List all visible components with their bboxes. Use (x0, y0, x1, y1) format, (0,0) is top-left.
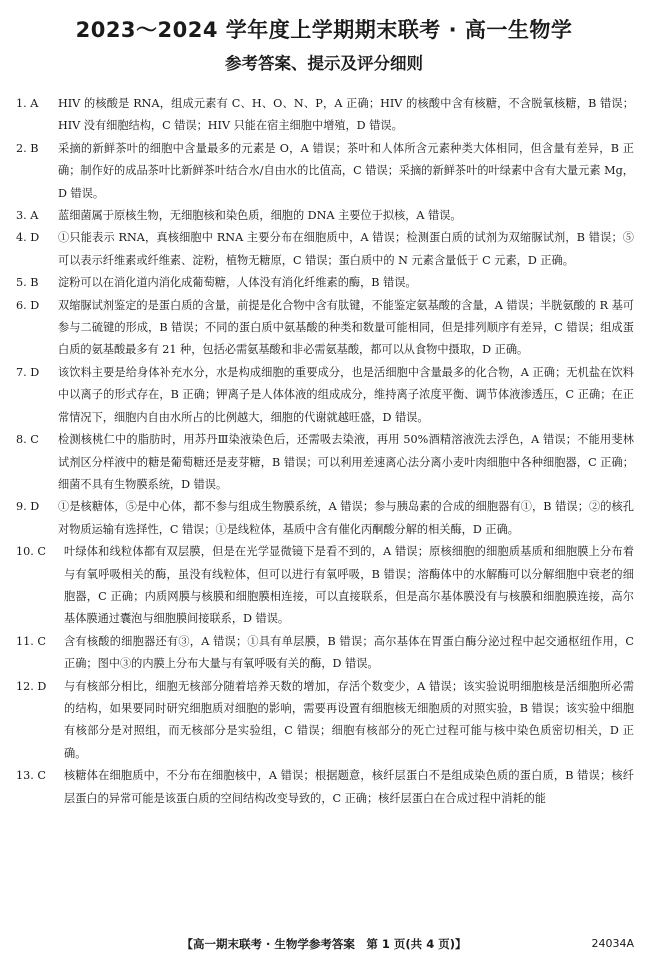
answer-number: 11. C (16, 634, 46, 648)
answer-explanation: 双缩脲试剂鉴定的是蛋白质的含量，前提是化合物中含有肽键，不能鉴定氨基酸的含量，A 错误；半胱氨酸的 R 基可参与二硫键的形成，B 错误；不同的蛋白质中氨基酸的种类和数量可能相同，但是排列顺序有差异，C 错误；组成蛋白质的氨基酸最多有 21 种，包括必需氨基酸和非必需氨基酸，都可以从食物中摄取，D 正确。 (58, 298, 634, 357)
answer-number: 3. A (16, 209, 39, 223)
answer-number: 12. D (16, 679, 47, 693)
answer-item (16, 541, 634, 631)
answer-explanation: 含有核酸的细胞器还有③，A 错误；①具有单层膜，B 错误；高尔基体在胃蛋白酶分泌过程中起交通枢纽作用，C 正确；图中③的内膜上分布大量与有氧呼吸有关的酶，D 错误。 (64, 634, 634, 671)
answer-explanation: 叶绿体和线粒体都有双层膜，但是在光学显微镜下是看不到的，A 错误；原核细胞的细胞质基质和细胞膜上分布着与有氧呼吸相关的酶，虽没有线粒体，但可以进行有氧呼吸，B 错误；溶酶体中的水解酶可以分解细胞中衰老的细胞器，C 正确；内质网膜与核膜和细胞膜相连接，可以直接联系，但是高尔基体膜没有与核膜和细胞膜连接，高尔基体膜通过囊泡与细胞膜间接联系，D 错误。 (64, 545, 634, 626)
answer-item (16, 631, 634, 676)
answer-number: 8. C (16, 433, 39, 447)
answer-number: 10. C (16, 545, 46, 559)
footer-page-info: 【高一期末联考 · 生物学参考答案 第 1 页(共 4 页)】 (181, 937, 467, 951)
answer-item (16, 227, 634, 272)
answer-explanation: 采摘的新鲜茶叶的细胞中含量最多的元素是 O，A 错误；茶叶和人体所含元素种类大体相同，但含量有差异，B 正确；制作好的成品茶叶比新鲜茶叶结合水/自由水的比值高，C 错误；采摘的新鲜茶叶的叶绿素中含有大量元素 Mg，D 错误。 (58, 141, 634, 200)
answer-item (16, 496, 634, 541)
answer-explanation: 淀粉可以在消化道内消化成葡萄糖，人体没有消化纤维素的酶，B 错误。 (58, 276, 417, 290)
answer-number: 13. C (16, 769, 46, 783)
answer-explanation: 该饮料主要是给身体补充水分，水是构成细胞的重要成分，也是活细胞中含量最多的化合物，A 正确；无机盐在饮料中以离子的形式存在，B 正确；钾离子是人体体液的组成成分，维持离子浓度平衡、调节体液渗透压，C 正确；在正常情况下，细胞内自由水所占的比例越大，细胞的代谢就越旺盛，D 错误。 (58, 365, 634, 424)
answer-item (16, 93, 634, 138)
answer-explanation: HIV 的核酸是 RNA，组成元素有 C、H、O、N、P，A 正确；HIV 的核酸中含有核糖，不含脱氧核糖，B 错误；HIV 没有细胞结构，C 错误；HIV 只能在宿主细胞中增殖，D 错误。 (58, 97, 634, 133)
answer-number: 9. D (16, 500, 40, 514)
answer-explanation: 检测核桃仁中的脂肪时，用苏丹Ⅲ染液染色后，还需吸去染液，再用 50%酒精溶液洗去浮色，A 错误；不能用斐林试剂区分样液中的糖是葡萄糖还是麦芽糖，B 错误；可以利用差速离心法分离小麦叶肉细胞中各种细胞器，C 正确；细菌不具有生物膜系统，D 错误。 (58, 433, 634, 491)
answer-item (16, 295, 634, 362)
answer-explanation: 蓝细菌属于原核生物，无细胞核和染色质，细胞的 DNA 主要位于拟核，A 错误。 (58, 209, 462, 223)
page-subtitle: 参考答案、提示及评分细则 (225, 54, 423, 73)
answer-item (16, 362, 634, 429)
answer-list (16, 93, 634, 810)
answer-explanation: ①是核糖体，⑤是中心体，都不参与组成生物膜系统，A 错误；参与胰岛素的合成的细胞器有①，B 错误；②的核孔对物质运输有选择性，C 错误；①是线粒体，基质中含有催化丙酮酸分解的相关酶，D 正确。 (58, 500, 634, 536)
answer-number: 7. D (16, 365, 40, 379)
answer-explanation: ①只能表示 RNA，真核细胞中 RNA 主要分布在细胞质中，A 错误；检测蛋白质的试剂为双缩脲试剂，B 错误；⑤可以表示纤维素或纤维素、淀粉，植物无糖原，C 错误；蛋白质中的 N 元素含量低于 C 元素，D 正确。 (58, 231, 634, 267)
answer-number: 4. D (16, 231, 40, 245)
answer-item (16, 676, 634, 766)
page-footer (0, 936, 648, 956)
answer-explanation: 与有核部分相比，细胞无核部分随着培养天数的增加，存活个数变少，A 错误；该实验说明细胞核是活细胞所必需的结构，如果要同时研究细胞质对细胞的影响，需要再设置有细胞核无细胞质的对照实验，B 错误；该实验中细胞有核部分是对照组，而无核部分是实验组，C 错误；细胞有核部分的死亡过程可能与核中染色质密切相关，D 正确。 (64, 679, 634, 760)
answer-item (16, 138, 634, 205)
answer-explanation: 核糖体在细胞质中，不分布在细胞核中，A 错误；根据题意，核纤层蛋白不是组成染色质的蛋白质，B 错误；核纤层蛋白的异常可能是该蛋白质的空间结构改变导致的，C 正确；核纤层蛋白在合成过程中消耗的能 (64, 769, 634, 805)
answer-number: 1. A (16, 97, 39, 110)
page-title: 2023～2024 学年度上学期期末联考 · 高一生物学 (75, 18, 573, 42)
answer-number: 5. B (16, 276, 39, 290)
answer-number: 2. B (16, 141, 39, 155)
answer-item (16, 272, 634, 294)
answer-item (16, 765, 634, 810)
answer-item (16, 429, 634, 496)
footer-code: 24034A (591, 937, 634, 950)
answer-item (16, 205, 634, 227)
answer-number: 6. D (16, 298, 40, 312)
